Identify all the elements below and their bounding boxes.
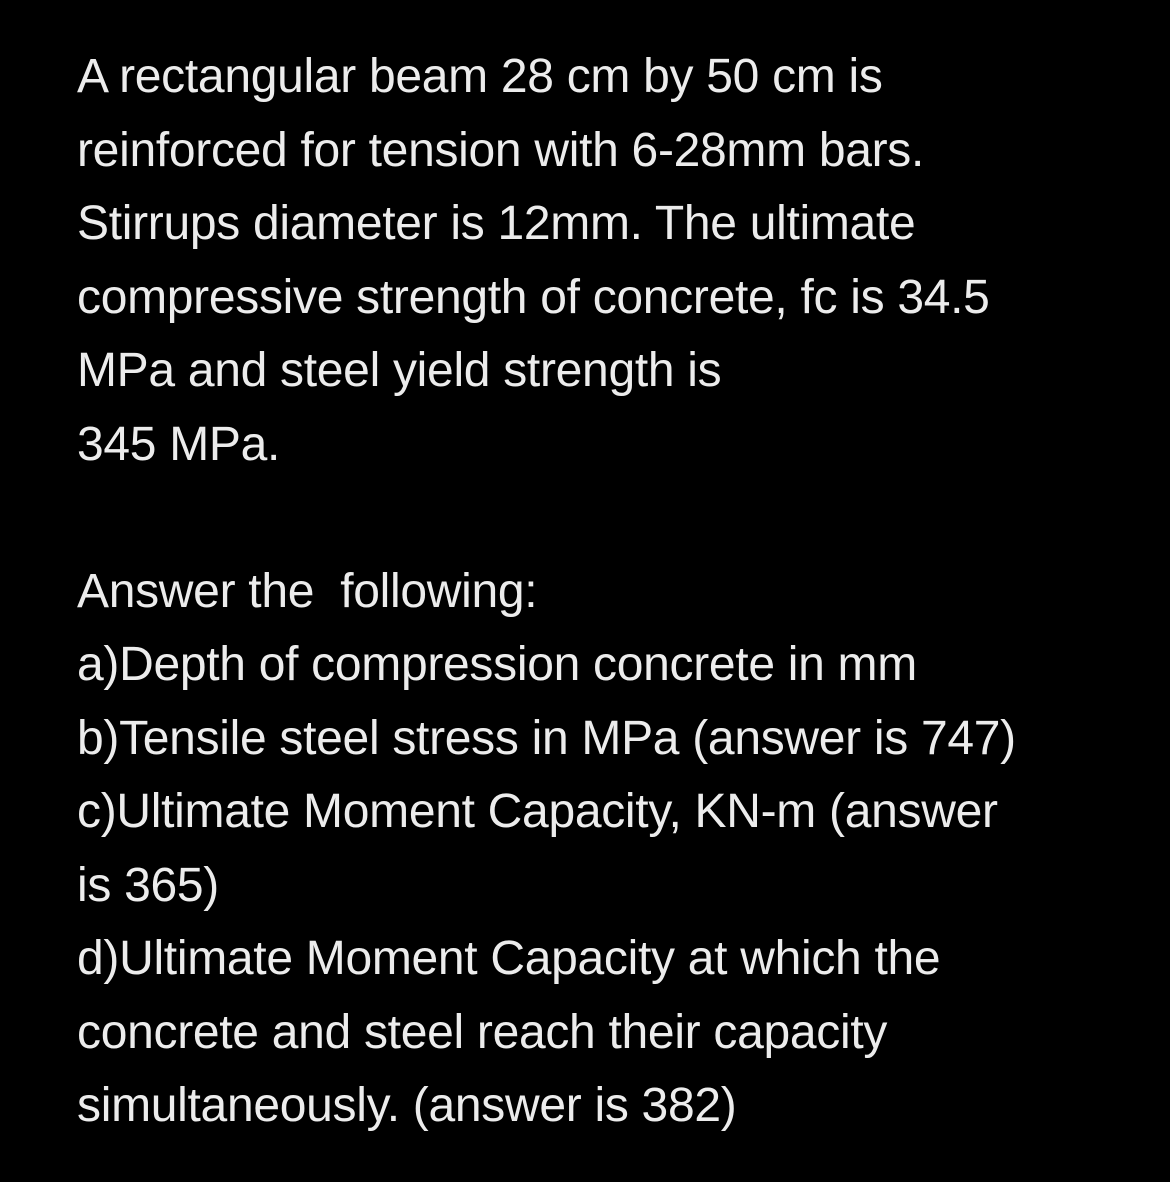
question-line: c)Ultimate Moment Capacity, KN-m (answer [77,785,998,838]
problem-statement [77,40,1137,481]
blank-line [77,481,1137,555]
note-text-body [77,40,1137,1143]
problem-line: Stirrups diameter is 12mm. The ultimate [77,197,916,250]
question-line: is 365) [77,858,219,912]
question-line: concrete and steel reach their capacity [77,1005,888,1059]
questions-heading: Answer the following: [77,564,538,618]
question-line: d)Ultimate Moment Capacity at which the [77,932,941,985]
question-line: b)Tensile steel stress in MPa (answer is 747) [77,711,1016,765]
problem-line: reinforced for tension with 6-28mm bars. [77,123,925,177]
problem-line: MPa and steel yield strength is [77,344,722,397]
questions-section [77,555,1137,1143]
problem-line: compressive strength of concrete, fc is 34.5 [77,270,990,324]
question-line: a)Depth of compression concrete in mm [77,638,917,691]
problem-line: 345 MPa. [77,417,281,471]
question-line: simultaneously. (answer is 382) [77,1079,737,1132]
problem-line: A rectangular beam 28 cm by 50 cm is [77,50,883,103]
